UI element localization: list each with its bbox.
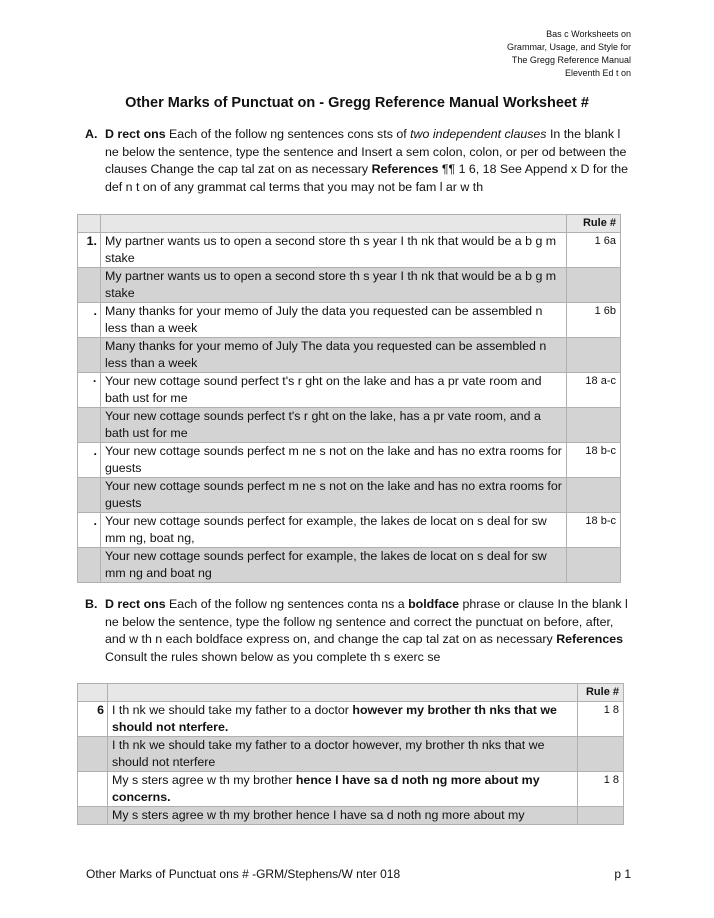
rule-column-header: Rule # <box>567 215 621 233</box>
rule-reference <box>567 548 621 583</box>
sentence-row <box>78 373 621 408</box>
sentence-text: Your new cottage sound perfect t's r ght on the lake and has a pr vate room and bath ust for me <box>105 374 542 405</box>
section-b-directions <box>85 596 635 666</box>
sentence-text: Your new cottage sounds perfect for example, the lakes de locat on s deal for sw mm ng and boat ng <box>105 549 547 580</box>
rule-reference: 18 a-c <box>567 373 621 408</box>
directions-text: In the blank l ne below the sentence, type the sentence and Insert a sem colon, colon, or per od between the clauses Change the cap tal zat on as necessary <box>105 127 627 176</box>
header-line: The Gregg Reference Manual <box>511 55 631 65</box>
answer-cell[interactable] <box>101 548 567 583</box>
sentence-text: Your new cottage sounds perfect t's r ght on the lake, has a pr vate room, and a bath ust for me <box>105 409 541 440</box>
boldface-phrase: however my brother th nks that we should not nterfere. <box>112 703 557 734</box>
answer-row <box>78 478 621 513</box>
rule-column-header: Rule # <box>578 684 624 702</box>
directions-heading: D rect ons <box>105 597 166 611</box>
sentence-cell <box>101 303 567 338</box>
sentence-text: My partner wants us to open a second store th s year I th nk that would be a b g m stake <box>105 234 557 265</box>
sentence-text: My partner wants us to open a second store th s year I th nk that would be a b g m stake <box>105 269 557 300</box>
references-label: References <box>556 632 623 646</box>
rule-reference: 18 b-c <box>567 443 621 478</box>
row-number <box>78 772 108 807</box>
sentence-cell <box>108 702 578 737</box>
answer-cell[interactable] <box>108 807 578 825</box>
row-number: 1. <box>78 233 101 268</box>
row-number: . <box>78 443 101 478</box>
rule-reference: 1 6b <box>567 303 621 338</box>
directions-text: Consult the rules shown below as you complete th s exerc se <box>105 649 441 664</box>
answer-row <box>78 408 621 443</box>
rule-reference: 1 8 <box>578 772 624 807</box>
row-number <box>78 408 101 443</box>
rule-reference <box>567 408 621 443</box>
directions-text: phrase or clause In the blank l ne below the sentence, type the follow ng sentence and correct the punctuat on before, after, and w th n each boldface express on, and change the cap tal zat on as necessary <box>105 597 628 646</box>
directions-text: ¶¶ 1 6, 18 See Append x D for the def n t on of any grammat cal terms that you may not be fam l ar w th <box>105 162 629 194</box>
sentence-row <box>78 303 621 338</box>
rule-reference: 1 8 <box>578 702 624 737</box>
row-number: · <box>78 373 101 408</box>
sentence-text: My s sters agree w th my brother <box>112 773 296 787</box>
document-header <box>507 28 631 80</box>
footer-text: Other Marks of Punctuat ons # -GRM/Stephens/W nter 018 <box>86 867 401 881</box>
sentence-cell <box>101 513 567 548</box>
rule-reference: 18 b-c <box>567 513 621 548</box>
sentence-cell <box>101 233 567 268</box>
sentence-row <box>78 233 621 268</box>
directions-text: Each of the follow ng sentences cons sts of <box>165 127 411 141</box>
sentence-cell <box>108 772 578 807</box>
table-header-row <box>78 684 624 702</box>
section-label: A. <box>85 127 98 141</box>
answer-cell[interactable] <box>101 338 567 373</box>
answer-row <box>78 548 621 583</box>
row-number <box>78 268 101 303</box>
header-line: Grammar, Usage, and Style for <box>506 42 631 52</box>
answer-cell[interactable] <box>101 268 567 303</box>
rule-reference <box>567 338 621 373</box>
sentence-row <box>78 772 624 807</box>
answer-row <box>78 338 621 373</box>
directions-bold: boldface <box>408 597 460 611</box>
sentence-text: Your new cottage sounds perfect m ne s not on the lake and has no extra rooms for guests <box>105 479 562 510</box>
references-label: References <box>371 162 439 176</box>
sentence-text: Your new cottage sounds perfect for example, the lakes de locat on s deal for sw mm ng, boat ng, <box>105 514 547 545</box>
rule-reference <box>578 807 624 825</box>
directions-italic: two independent clauses <box>410 127 547 141</box>
sentence-text: I th nk we should take my father to a doctor however, my brother th nks that we should not nterfere <box>112 738 545 769</box>
sentence-text: Your new cottage sounds perfect m ne s not on the lake and has no extra rooms for guests <box>105 444 562 475</box>
row-number: . <box>78 303 101 338</box>
worksheet-table-b <box>77 683 624 825</box>
worksheet-table-a <box>77 214 621 583</box>
sentence-cell <box>101 443 567 478</box>
answer-cell[interactable] <box>101 478 567 513</box>
rule-reference <box>567 268 621 303</box>
answer-row <box>78 807 624 825</box>
row-number <box>78 338 101 373</box>
row-number <box>78 548 101 583</box>
sentence-text: Many thanks for your memo of July the data you requested can be assembled n less than a week <box>105 304 543 335</box>
section-label: B. <box>85 597 98 611</box>
row-number <box>78 478 101 513</box>
row-number: . <box>78 513 101 548</box>
directions-text: Each of the follow ng sentences conta ns a <box>165 597 409 611</box>
row-number <box>78 807 108 825</box>
sentence-text: I th nk we should take my father to a doctor <box>112 703 353 717</box>
sentence-row <box>78 513 621 548</box>
sentence-text: My s sters agree w th my brother hence I have sa d noth ng more about my <box>112 808 525 822</box>
answer-row <box>78 737 624 772</box>
sentence-text: Many thanks for your memo of July The data you requested can be assembled n less than a week <box>105 339 547 370</box>
worksheet-title: Other Marks of Punctuat on - Gregg Reference Manual Worksheet # <box>125 95 589 111</box>
boldface-phrase: hence I have sa d noth ng more about my concerns. <box>112 773 540 804</box>
answer-cell[interactable] <box>108 737 578 772</box>
header-line: Eleventh Ed t on <box>564 68 631 78</box>
answer-cell[interactable] <box>101 408 567 443</box>
directions-heading: D rect ons <box>105 127 166 141</box>
rule-reference: 1 6a <box>567 233 621 268</box>
row-number: 6 <box>78 702 108 737</box>
rule-reference <box>578 737 624 772</box>
table-header-row <box>78 215 621 233</box>
sentence-cell <box>101 373 567 408</box>
sentence-row <box>78 443 621 478</box>
page-number: p 1 <box>614 867 631 881</box>
rule-reference <box>567 478 621 513</box>
header-line: Bas c Worksheets on <box>546 29 631 39</box>
answer-row <box>78 268 621 303</box>
sentence-row <box>78 702 624 737</box>
section-a-directions <box>85 126 635 196</box>
row-number <box>78 737 108 772</box>
